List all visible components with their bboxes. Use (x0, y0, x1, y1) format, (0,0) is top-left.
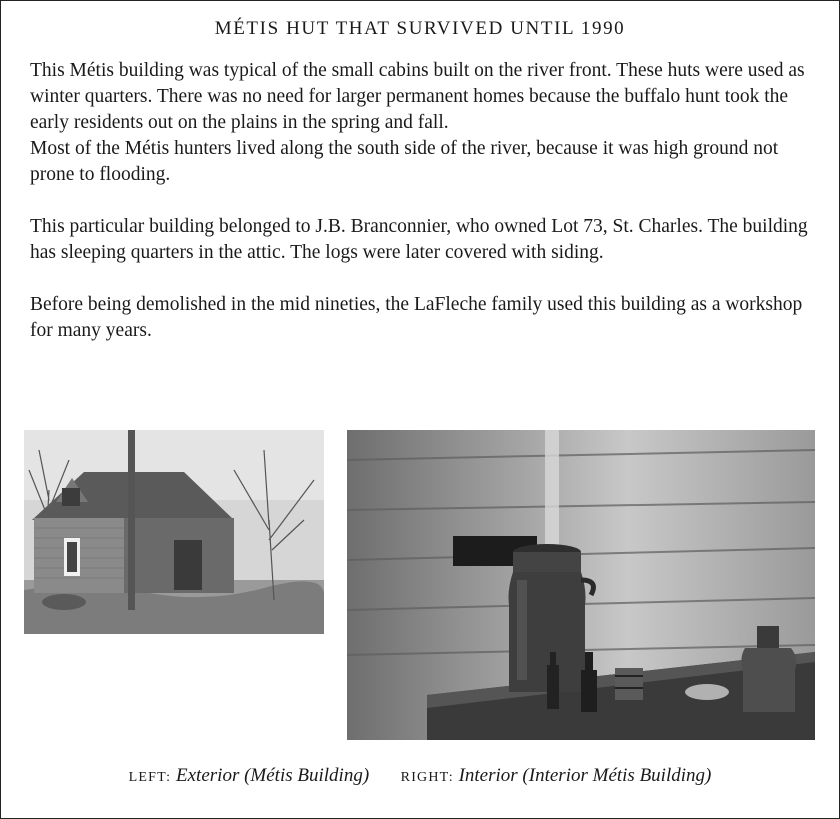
body-text (30, 58, 820, 344)
interior-photo-image (347, 430, 815, 740)
paragraph-1: This Métis building was typical of the small cabins built on the river front. These huts were used as winter quarters. There was no need for larger permanent homes because the buffalo hunt took the early residents out on the plains in the spring and fall. (30, 60, 805, 133)
paragraph-2: Most of the Métis hunters lived along the south side of the river, because it was high ground not prone to flooding. (30, 138, 779, 185)
photo-caption (0, 765, 840, 787)
caption-left-text: Exterior (Métis Building) (176, 765, 370, 786)
page-title: MÉTIS HUT THAT SURVIVED UNTIL 1990 (214, 18, 626, 39)
paragraph-3: This particular building belonged to J.B. Branconnier, who owned Lot 73, St. Charles. The building has sleeping quarters in the attic. The logs were later covered with siding. (30, 216, 808, 263)
exterior-photo (24, 430, 324, 634)
interior-photo (347, 430, 815, 740)
caption-right-label: RIGHT: (400, 770, 454, 785)
exterior-photo-image (24, 430, 324, 634)
caption-right-text: Interior (Interior Métis Building) (458, 765, 712, 786)
paragraph-4: Before being demolished in the mid nineties, the LaFleche family used this building as a workshop for many years. (30, 294, 803, 341)
caption-left-label: LEFT: (128, 770, 172, 785)
